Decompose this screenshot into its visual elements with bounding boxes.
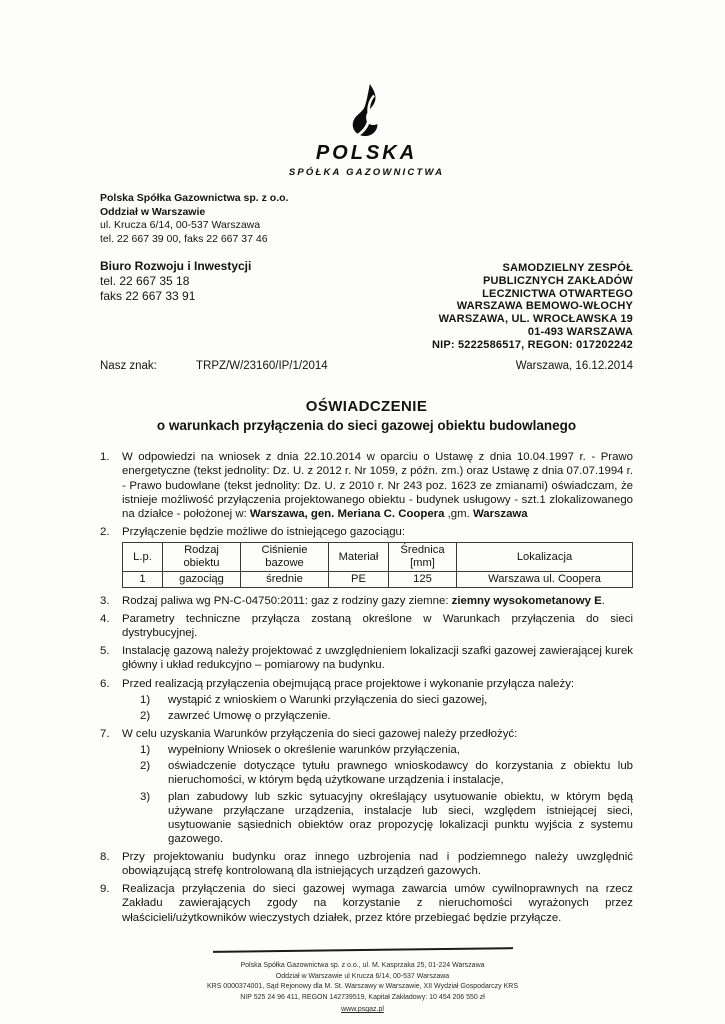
item-number: 2.: [100, 526, 110, 539]
item-text: Przy projektowaniu budynku oraz innego uzbrojenia nad i podziemnego należy uwzględnić obowiązującą strefę kontrolowaną dla istniejących urządzeń gazowych.: [122, 851, 633, 878]
bureau-fax: faks 22 667 33 91: [100, 288, 196, 303]
item-text-segment: W odpowiedzi na wniosek z dnia 22.10.2014 w oparciu o Ustawę z dnia 10.04.1997 r. - Prawo energetyczne (tekst jednolity: Dz. U. z 2012 r. Nr 1059, z późn. zm.) oraz Ustawę z dnia 07.07.1994 r. - Prawo budowlane (tekst jednolity: Dz. U. z 2010 r. Nr 243 poz. 1623 ze zmianami) oświadczam, że istnieje możliwość przyłączenia projektowanego obiektu - budynek usługowy - szt.1 zlokalizowanego na działce - położonej w:: [122, 451, 633, 520]
sub-item-text: wypełniony Wniosek o określenie warunków przyłączenia,: [168, 744, 460, 757]
table-header: L.p.: [123, 543, 163, 572]
footer-divider: [212, 947, 512, 953]
sub-item-number: 1): [140, 693, 151, 706]
pipeline-table: [122, 542, 633, 588]
table-cell: Warszawa ul. Coopera: [457, 571, 633, 587]
list-item-5: [100, 644, 633, 672]
sub-item: [140, 790, 633, 847]
item-number: 8.: [100, 851, 110, 864]
sender-phone: tel. 22 667 39 00, faks 22 667 37 46: [100, 232, 268, 245]
bureau-recipient-row: [100, 259, 633, 353]
flame-icon: [344, 84, 390, 140]
item-text-segment: Rodzaj paliwa wg PN-C-04750:2011: gaz z rodziny gazy ziemne:: [122, 594, 452, 607]
sub-item-text: oświadczenie dotyczące tytułu prawnego wnioskodawcy do korzystania z obiektu lub nieruchomości, w którym będą użytkowane urządzenia i instalacje,: [168, 760, 633, 787]
item-text-bold: Warszawa, gen. Meriana C. Coopera: [249, 507, 445, 520]
title-line-2: o warunkach przyłączenia do sieci gazowej obiektu budowlanego: [156, 418, 577, 434]
item-text-segment: Przed realizacją przyłączenia obejmującą prace projektowe i wykonanie przyłącza należy:: [122, 677, 575, 690]
table-header: Ciśnienie bazowe: [241, 543, 329, 572]
sub-list: [122, 743, 633, 846]
bureau-name: Biuro Rozwoju i Inwestycji: [100, 258, 252, 273]
reference-row: [100, 360, 633, 372]
logo-subtitle: SPÓŁKA GAZOWNICTWA: [288, 167, 445, 178]
website-link: www.psgaz.pl: [341, 1006, 384, 1014]
footer-line: Polska Spółka Gazownictwa sp. z o.o., ul. M. Kasprzaka 25, 01-224 Warszawa: [240, 961, 485, 969]
recipient-line: SAMODZIELNY ZESPÓŁ: [502, 261, 633, 274]
sub-item-number: 3): [140, 790, 151, 803]
table-cell: gazociąg: [163, 571, 241, 587]
item-text-segment: ,gm.: [444, 507, 473, 520]
sub-item: [140, 743, 633, 757]
table-cell: średnie: [241, 571, 329, 587]
sender-company: Polska Spółka Gazownictwa sp. z o.o.: [100, 192, 289, 204]
item-text: [122, 525, 633, 590]
list-item-6: [100, 677, 633, 723]
list-item-3: [100, 594, 633, 608]
item-text-bold: Warszawa: [472, 507, 528, 520]
item-number: 1.: [100, 451, 110, 464]
item-text-segment: W celu uzyskania Warunków przyłączenia do sieci gazowej należy przedłożyć:: [122, 727, 518, 740]
table-header: Materiał: [329, 543, 389, 572]
reference-number: TRPZ/W/23160/IP/1/2014: [196, 360, 328, 373]
sub-item: [140, 693, 633, 707]
sub-item-text: wystąpić z wnioskiem o Warunki przyłączenia do sieci gazowej,: [168, 693, 488, 706]
logo-title: POLSKA: [315, 142, 418, 164]
sub-list: [122, 693, 633, 723]
reference-label: Nasz znak:: [100, 360, 157, 373]
sub-item: [140, 709, 633, 723]
item-number: 5.: [100, 645, 110, 658]
footer-line: Oddział w Warszawie ul Krucza 6/14, 00-537 Warszawa: [275, 972, 450, 980]
recipient-block: [432, 262, 633, 353]
table-header: Rodzaj obiektu: [163, 543, 241, 572]
list-item-8: [100, 850, 633, 878]
recipient-line: LECZNICTWA OTWARTEGO: [482, 287, 633, 300]
document-title: [100, 398, 633, 433]
recipient-line: PUBLICZNYCH ZAKŁADÓW: [482, 274, 633, 287]
sender-block: [100, 192, 633, 247]
table-header: Lokalizacja: [457, 543, 633, 572]
footer-line: KRS 0000374001, Sąd Rejonowy dla M. St. Warszawy w Warszawie, XII Wydział Gospodarczy KRS: [206, 983, 519, 991]
sub-item-number: 1): [140, 744, 151, 757]
footer-line: NIP 525 24 96 411, REGON 142739519, Kapitał Zakładowy: 10 454 206 550 zł: [240, 994, 485, 1002]
item-text: Instalację gazową należy projektować z uwzględnieniem lokalizacji szafki gazowej zawierającej kurek główny i układ redukcyjno – pomiarowy na budynku.: [122, 645, 633, 672]
item-text: Realizacja przyłączenia do sieci gazowej wymaga zawarcia umów cywilnoprawnych na rzecz Zakładu zawierających zgody na korzystanie z nieruchomości wyrażonych przez właścicieli/użytkowników wieczystych działek, przez które przebiegać będzie przyłącze.: [122, 883, 633, 924]
bureau-phone: tel. 22 667 35 18: [100, 273, 190, 288]
item-number: 9.: [100, 883, 110, 896]
item-text: [122, 677, 633, 723]
item-text: [122, 727, 633, 846]
sender-branch: Oddział w Warszawie: [100, 205, 206, 218]
item-number: 6.: [100, 677, 110, 690]
bureau-block: [100, 259, 251, 353]
list-item-1: [100, 450, 633, 521]
sub-item-text: plan zabudowy lub szkic sytuacyjny określający usytuowanie obiektu, w którym będą używane przyłączane urządzenia, instalacje lub sieci, względem istniejącej sieci, usytuowanie sąsiednich obiektów oraz propozycję lokalizacji punktu wyjścia z systemu gazowego.: [168, 790, 633, 845]
item-number: 4.: [100, 612, 110, 625]
place-and-date: Warszawa, 16.12.2014: [515, 360, 633, 373]
recipient-line: NIP: 5222586517, REGON: 017202242: [431, 339, 633, 352]
item-text-bold: ziemny wysokometanowy E: [451, 594, 602, 607]
recipient-line: WARSZAWA, UL. WROCŁAWSKA 19: [438, 313, 633, 326]
list-item-4: [100, 612, 633, 640]
item-text-segment: Przyłączenie będzie możliwe do istniejącego gazociągu:: [122, 526, 406, 539]
recipient-line: 01-493 WARSZAWA: [527, 326, 633, 339]
table-header-row: [123, 543, 633, 572]
table-cell: 1: [123, 571, 163, 587]
item-text: [122, 450, 633, 521]
sub-item: [140, 759, 633, 787]
title-line-1: OŚWIADCZENIE: [305, 398, 428, 416]
document-footer: [0, 949, 725, 1016]
sender-address: ul. Krucza 6/14, 00-537 Warszawa: [100, 219, 261, 232]
item-number: 7.: [100, 727, 110, 740]
company-logo: [237, 84, 497, 178]
table-cell: 125: [389, 571, 457, 587]
list-item-7: [100, 727, 633, 846]
item-text: [122, 594, 633, 608]
sub-item-text: zawrzeć Umowę o przyłączenie.: [168, 709, 331, 722]
sub-item-number: 2): [140, 760, 151, 773]
table-row: [123, 571, 633, 587]
item-text-segment: .: [601, 594, 605, 607]
list-item-2: [100, 525, 633, 590]
table-header: Średnica [mm]: [389, 543, 457, 572]
sub-item-number: 2): [140, 709, 151, 722]
item-text: Parametry techniczne przyłącza zostaną określone w Warunkach przyłączenia do sieci dystrybucyjnej.: [122, 612, 633, 640]
conditions-list: [100, 450, 633, 924]
table-cell: PE: [329, 571, 389, 587]
item-number: 3.: [100, 594, 110, 607]
recipient-line: WARSZAWA BEMOWO-WŁOCHY: [456, 300, 633, 313]
list-item-9: [100, 882, 633, 924]
